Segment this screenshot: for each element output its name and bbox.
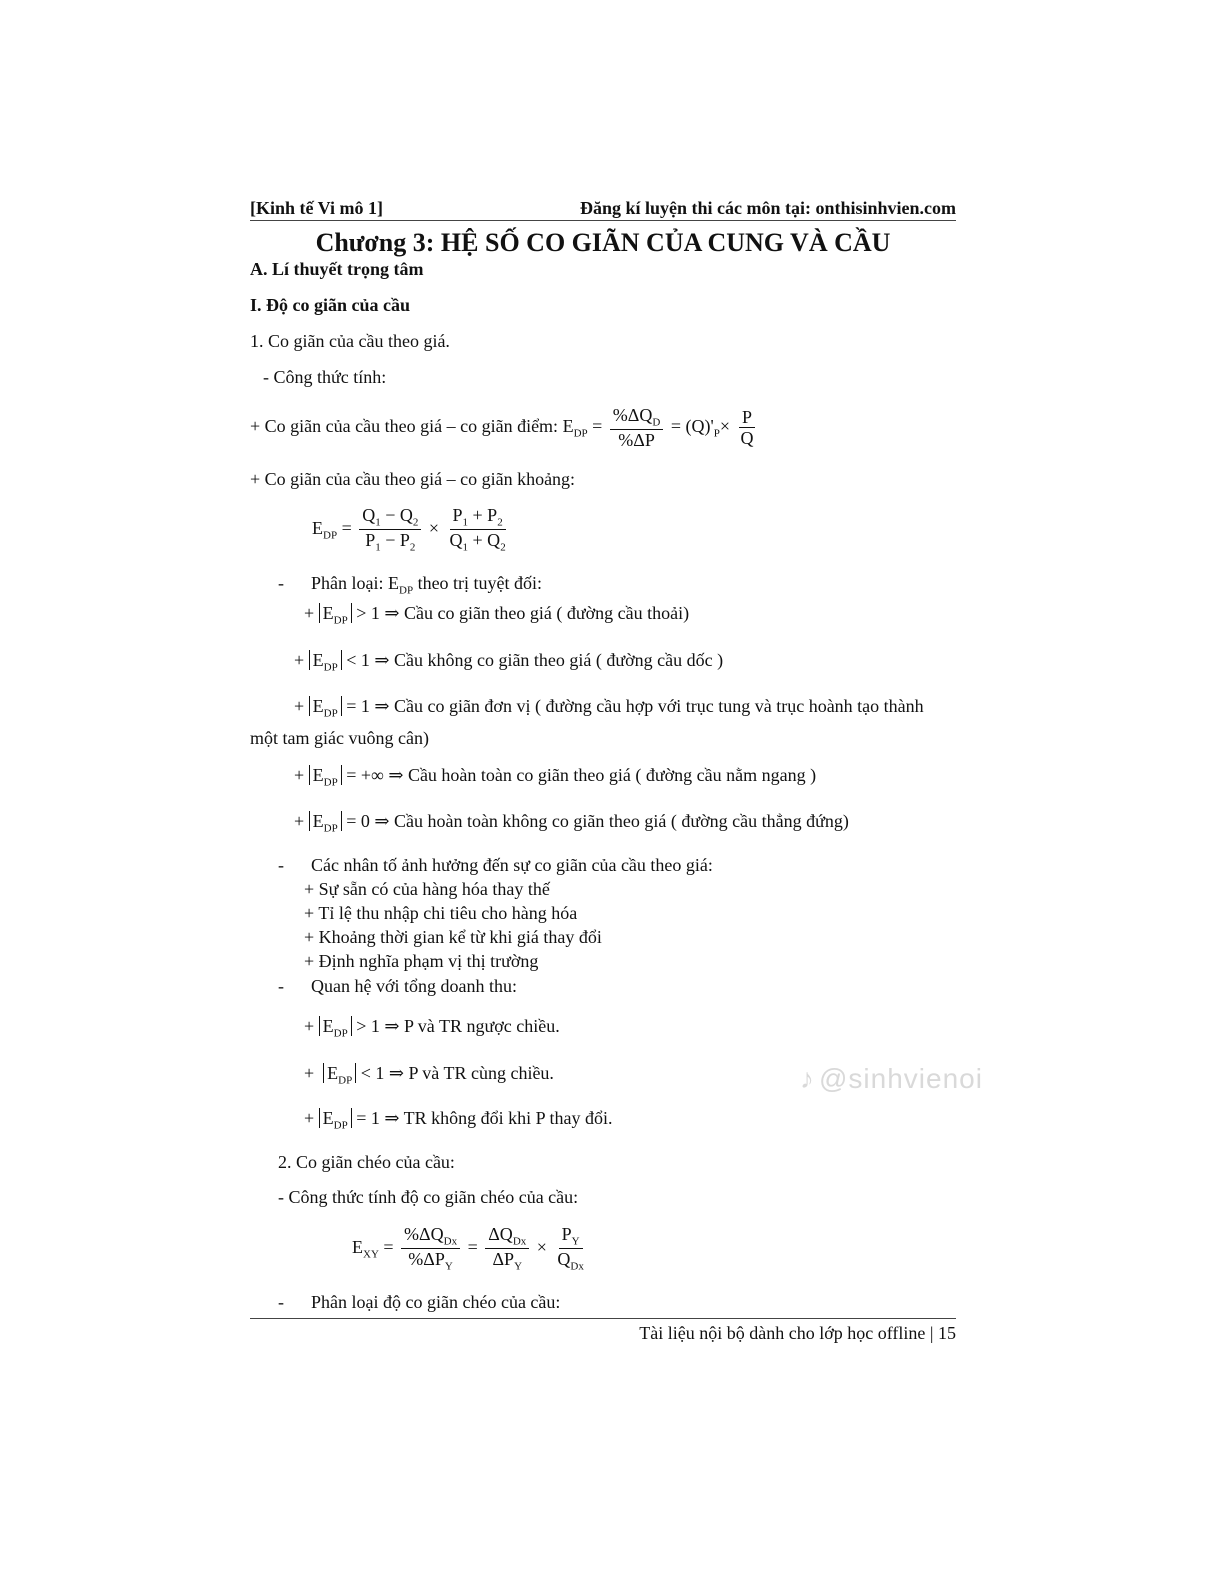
- point-elasticity-formula: $E_{DP}$ = $\frac{\%\Delta Q_D}{\%\Delta P}$ = $(Q)'_P\times$ $\frac{P}{Q}$: [562, 404, 754, 451]
- classify-case-2: + $E_{DP} < 1$ ⇒ Cầu không co giãn theo giá ( đường cầu dốc ): [294, 650, 724, 674]
- header-right: Đăng kí luyện thi các môn tại: onthisinhvien.com: [579, 198, 956, 218]
- point-elasticity-line: [250, 404, 759, 456]
- item-1: 1. Co giãn của cầu theo giá.: [250, 331, 450, 351]
- classify-rest: theo trị tuyệt đối:: [417, 573, 543, 593]
- factor-item: + Tỉ lệ thu nhập chi tiêu cho hàng hóa: [304, 903, 578, 923]
- footer-text: Tài liệu nội bộ dành cho lớp học offline | 15: [639, 1323, 956, 1343]
- revenue-heading: - Quan hệ với tổng doanh thu:: [278, 976, 517, 996]
- cross-classify-heading: - Phân loại độ co giãn chéo của cầu:: [278, 1292, 561, 1312]
- page-footer: [250, 1318, 956, 1343]
- classify-case-1: + $E_{DP} > 1$ ⇒ Cầu co giãn theo giá ( đường cầu thoải): [304, 603, 690, 627]
- arc-elasticity-label: + Co giãn của cầu theo giá – co giãn khoảng:: [250, 469, 576, 489]
- section-i-heading: I. Độ co giãn của cầu: [250, 295, 411, 315]
- item-2: 2. Co giãn chéo của cầu:: [278, 1152, 455, 1172]
- classify-line: - Phân loại: $E_{DP}$ theo trị tuyệt đối:: [278, 573, 543, 597]
- header-left: [Kinh tế Vi mô 1]: [250, 198, 383, 218]
- revenue-case-2: + $E_{DP} < 1$ ⇒ P và TR cùng chiều.: [304, 1063, 554, 1087]
- classify-case-3: + $E_{DP} = 1$ ⇒ Cầu co giãn đơn vị ( đường cầu hợp với trục tung và trục hoành tạo thành: [294, 696, 924, 720]
- revenue-case-3: + $E_{DP} = 1$ ⇒ TR không đổi khi P thay đổi.: [304, 1108, 613, 1132]
- cross-elasticity-formula: $E_{XY}$ = $\frac{\%\Delta Q_{Dx}}{\%\Delta P_Y}$ = $\frac{\Delta Q_{Dx}}{\Delta P_Y}$ × $\frac{P_Y}{Q_{Dx}}$: [352, 1224, 584, 1273]
- classify-case-5: + $E_{DP} = 0$ ⇒ Cầu hoàn toàn không co giãn theo giá ( đường cầu thẳng đứng): [294, 811, 849, 835]
- arc-elasticity-formula: $E_{DP}$ = $\frac{Q_1 - Q_2}{P_1 - P_2}$ × $\frac{P_1 + P_2}{Q_1 + Q_2}$: [312, 505, 506, 554]
- cross-formula-label: - Công thức tính độ co giãn chéo của cầu:: [278, 1187, 579, 1207]
- point-elasticity-label: + Co giãn của cầu theo giá – co giãn điểm:: [250, 416, 559, 436]
- formula-label: - Công thức tính:: [263, 367, 387, 387]
- section-a-heading: A. Lí thuyết trọng tâm: [250, 259, 424, 279]
- factor-item: + Sự sẵn có của hàng hóa thay thế: [304, 879, 550, 899]
- chapter-title: Chương 3: HỆ SỐ CO GIÃN CỦA CUNG VÀ CẦU: [315, 228, 891, 257]
- page-header: [250, 198, 956, 221]
- factor-item: + Định nghĩa phạm vị thị trường: [304, 951, 539, 971]
- factor-item: + Khoảng thời gian kể từ khi giá thay đổi: [304, 927, 602, 947]
- revenue-case-1: + $E_{DP} > 1$ ⇒ P và TR ngược chiều.: [304, 1016, 560, 1040]
- classify-case-3-cont: một tam giác vuông cân): [250, 728, 429, 748]
- classify-case-4: + $E_{DP}$ = +∞ ⇒ Cầu hoàn toàn co giãn theo giá ( đường cầu nằm ngang ): [294, 765, 817, 789]
- classify-label: Phân loại:: [311, 573, 384, 593]
- music-note-icon: ♪: [800, 1063, 815, 1094]
- watermark: ♪ @sinhvienoi: [800, 1063, 983, 1094]
- factors-heading: - Các nhân tố ảnh hưởng đến sự co giãn của cầu theo giá:: [278, 855, 713, 875]
